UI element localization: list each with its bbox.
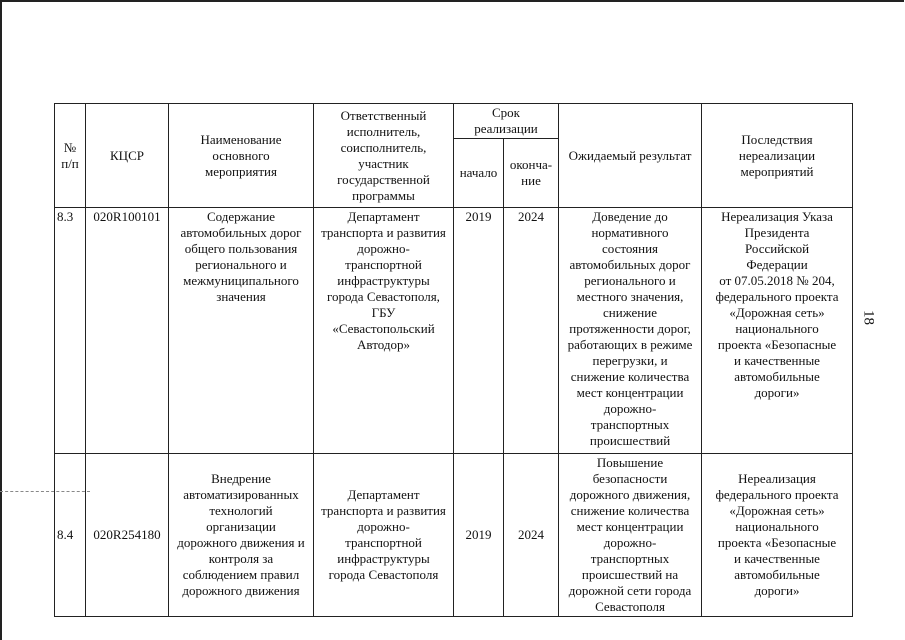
- header-responsible: Ответственный исполнитель, соисполнитель, участник государственной программы: [314, 104, 454, 208]
- row-end: 2024: [504, 454, 559, 617]
- row-kcsr: 020R100101: [86, 208, 169, 454]
- row-num: 8.4: [55, 454, 86, 617]
- row-start: 2019: [454, 208, 504, 454]
- row-responsible: Департамент транспорта и развития дорожно- транспортной инфраструктуры города Севастополя, ГБУ «Севастопольский Автодор»: [314, 208, 454, 454]
- program-activities-table: [54, 103, 853, 617]
- table-row: [55, 454, 853, 617]
- row-end: 2024: [504, 208, 559, 454]
- header-start: начало: [454, 139, 504, 208]
- row-responsible: Департамент транспорта и развития дорожно- транспортной инфраструктуры города Севастополя: [314, 454, 454, 617]
- row-kcsr: 020R254180: [86, 454, 169, 617]
- header-row-1: [55, 104, 853, 139]
- header-num: № п/п: [55, 104, 86, 208]
- row-name: Содержание автомобильных дорог общего пользования регионального и межмуниципального значения: [169, 208, 314, 454]
- row-result: Доведение до нормативного состояния автомобильных дорог регионального и местного значения, снижение протяженности дорог, работающих в режиме перегрузки, и снижение количества мест концентрации дорожно- транспортных происшествий: [559, 208, 702, 454]
- row-consequences: Нереализация Указа Президента Российской Федерации от 07.05.2018 № 204, федерального проекта «Дорожная сеть» национального проекта «Безопасные и качественные автомобильные дороги»: [702, 208, 853, 454]
- row-name: Внедрение автоматизированных технологий организации дорожного движения и контроля за соблюдением правил дорожного движения: [169, 454, 314, 617]
- header-end: оконча- ние: [504, 139, 559, 208]
- page-number: 18: [860, 310, 877, 325]
- row-num: 8.3: [55, 208, 86, 454]
- header-name: Наименование основного мероприятия: [169, 104, 314, 208]
- header-term: Срок реализации: [454, 104, 559, 139]
- header-kcsr: КЦСР: [86, 104, 169, 208]
- row-consequences: Нереализация федерального проекта «Дорожная сеть» национального проекта «Безопасные и качественные автомобильные дороги»: [702, 454, 853, 617]
- row-start: 2019: [454, 454, 504, 617]
- row-result: Повышение безопасности дорожного движения, снижение количества мест концентрации дорожно- транспортных происшествий на дорожной сети города Севастополя: [559, 454, 702, 617]
- header-consequences: Последствия нереализации мероприятий: [702, 104, 853, 208]
- header-result: Ожидаемый результат: [559, 104, 702, 208]
- table-row: [55, 208, 853, 454]
